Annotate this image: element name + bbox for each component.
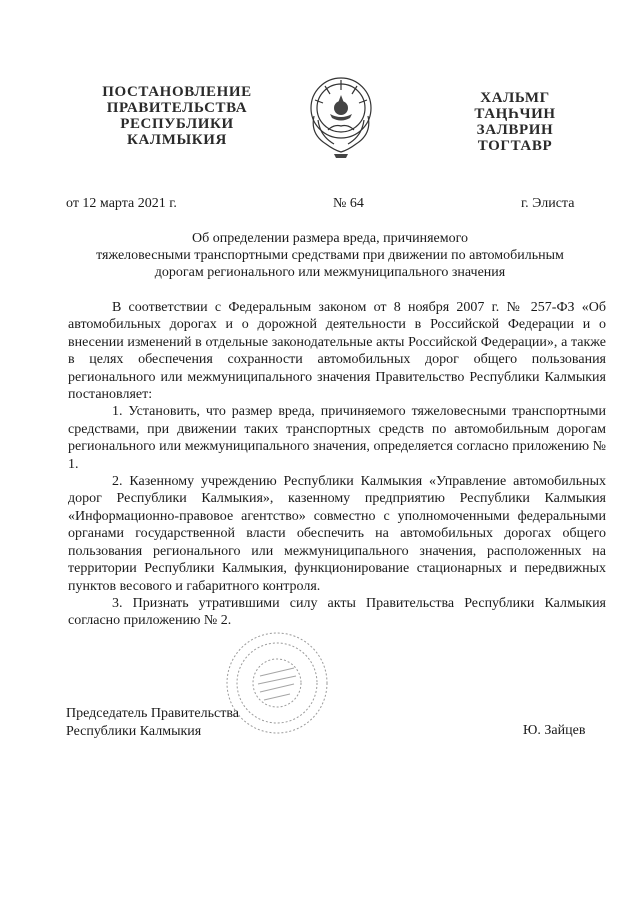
body-paragraph-item-1: 1. Установить, что размер вреда, причиняемого тяжеловесными транспортными средствами, при движении таких транспортных средств по автомобильным дорогам регионального или межмуниципального значения, определяется согласно приложению № 1. (68, 404, 606, 472)
header-right-line: ТАҢҺЧИН (474, 106, 556, 122)
title-line: дорогам регионального или межмуниципального значения (154, 265, 506, 280)
header-left-line: ПРАВИТЕЛЬСТВА (106, 100, 248, 116)
kalmykia-coat-of-arms-icon (300, 68, 382, 160)
signatory-position-line: Председатель Правительства (66, 706, 239, 721)
body-paragraph-preamble: В соответствии с Федеральным законом от 8 ноября 2007 г. № 257-ФЗ «Об автомобильных дорогах и о дорожной деятельности в Российской Федерации и о внесении изменений в отдельные законодательные акты Российской Федерации», а также в целях обеспечения сохранности автомобильных дорог общего пользования регионального или межмуниципального значения Правительство Республики Калмыкия постановляет: (68, 300, 606, 403)
header-right-line: ХАЛЬМГ (480, 90, 550, 106)
signatory-position (66, 705, 239, 741)
document-city: г. Элиста (521, 196, 575, 211)
title-line: Об определении размера вреда, причиняемого (192, 231, 468, 246)
header-left-title (92, 84, 262, 148)
header-left-line: ПОСТАНОВЛЕНИЕ (102, 84, 252, 100)
header-right-line: ЗАЛВРИН (476, 122, 554, 138)
body-paragraph-item-2: 2. Казенному учреждению Республики Калмыкия «Управление автомобильных дорог Республики Калмыкия», казенному предприятию Республики Калмыкия «Информационно-правовое агентство» совместно с уполномоченными федеральными органами государственной власти обеспечить на автомобильных дорогах общего пользования регионального или межмуниципального значения, расположенных на территории Республики Калмыкия, функционирование стационарных и передвижных пунктов весового и габаритного контроля. (68, 474, 606, 594)
document-body (68, 299, 606, 630)
header-right-title (450, 90, 580, 154)
body-paragraph-item-3: 3. Признать утратившими силу акты Правительства Республики Калмыкия согласно приложению № 2. (68, 595, 606, 629)
header-left-line: РЕСПУБЛИКИ (120, 116, 234, 132)
document-title (60, 230, 600, 281)
title-line: тяжеловесными транспортными средствами при движении по автомобильным (96, 248, 564, 263)
signatory-name: Ю. Зайцев (523, 723, 586, 738)
signatory-position-line: Республики Калмыкия (66, 724, 202, 739)
header-right-line: ТОГТАВР (477, 138, 553, 154)
header-left-line: КАЛМЫКИЯ (127, 132, 227, 148)
document-date: от 12 марта 2021 г. (66, 196, 177, 211)
document-number: № 64 (333, 196, 364, 211)
